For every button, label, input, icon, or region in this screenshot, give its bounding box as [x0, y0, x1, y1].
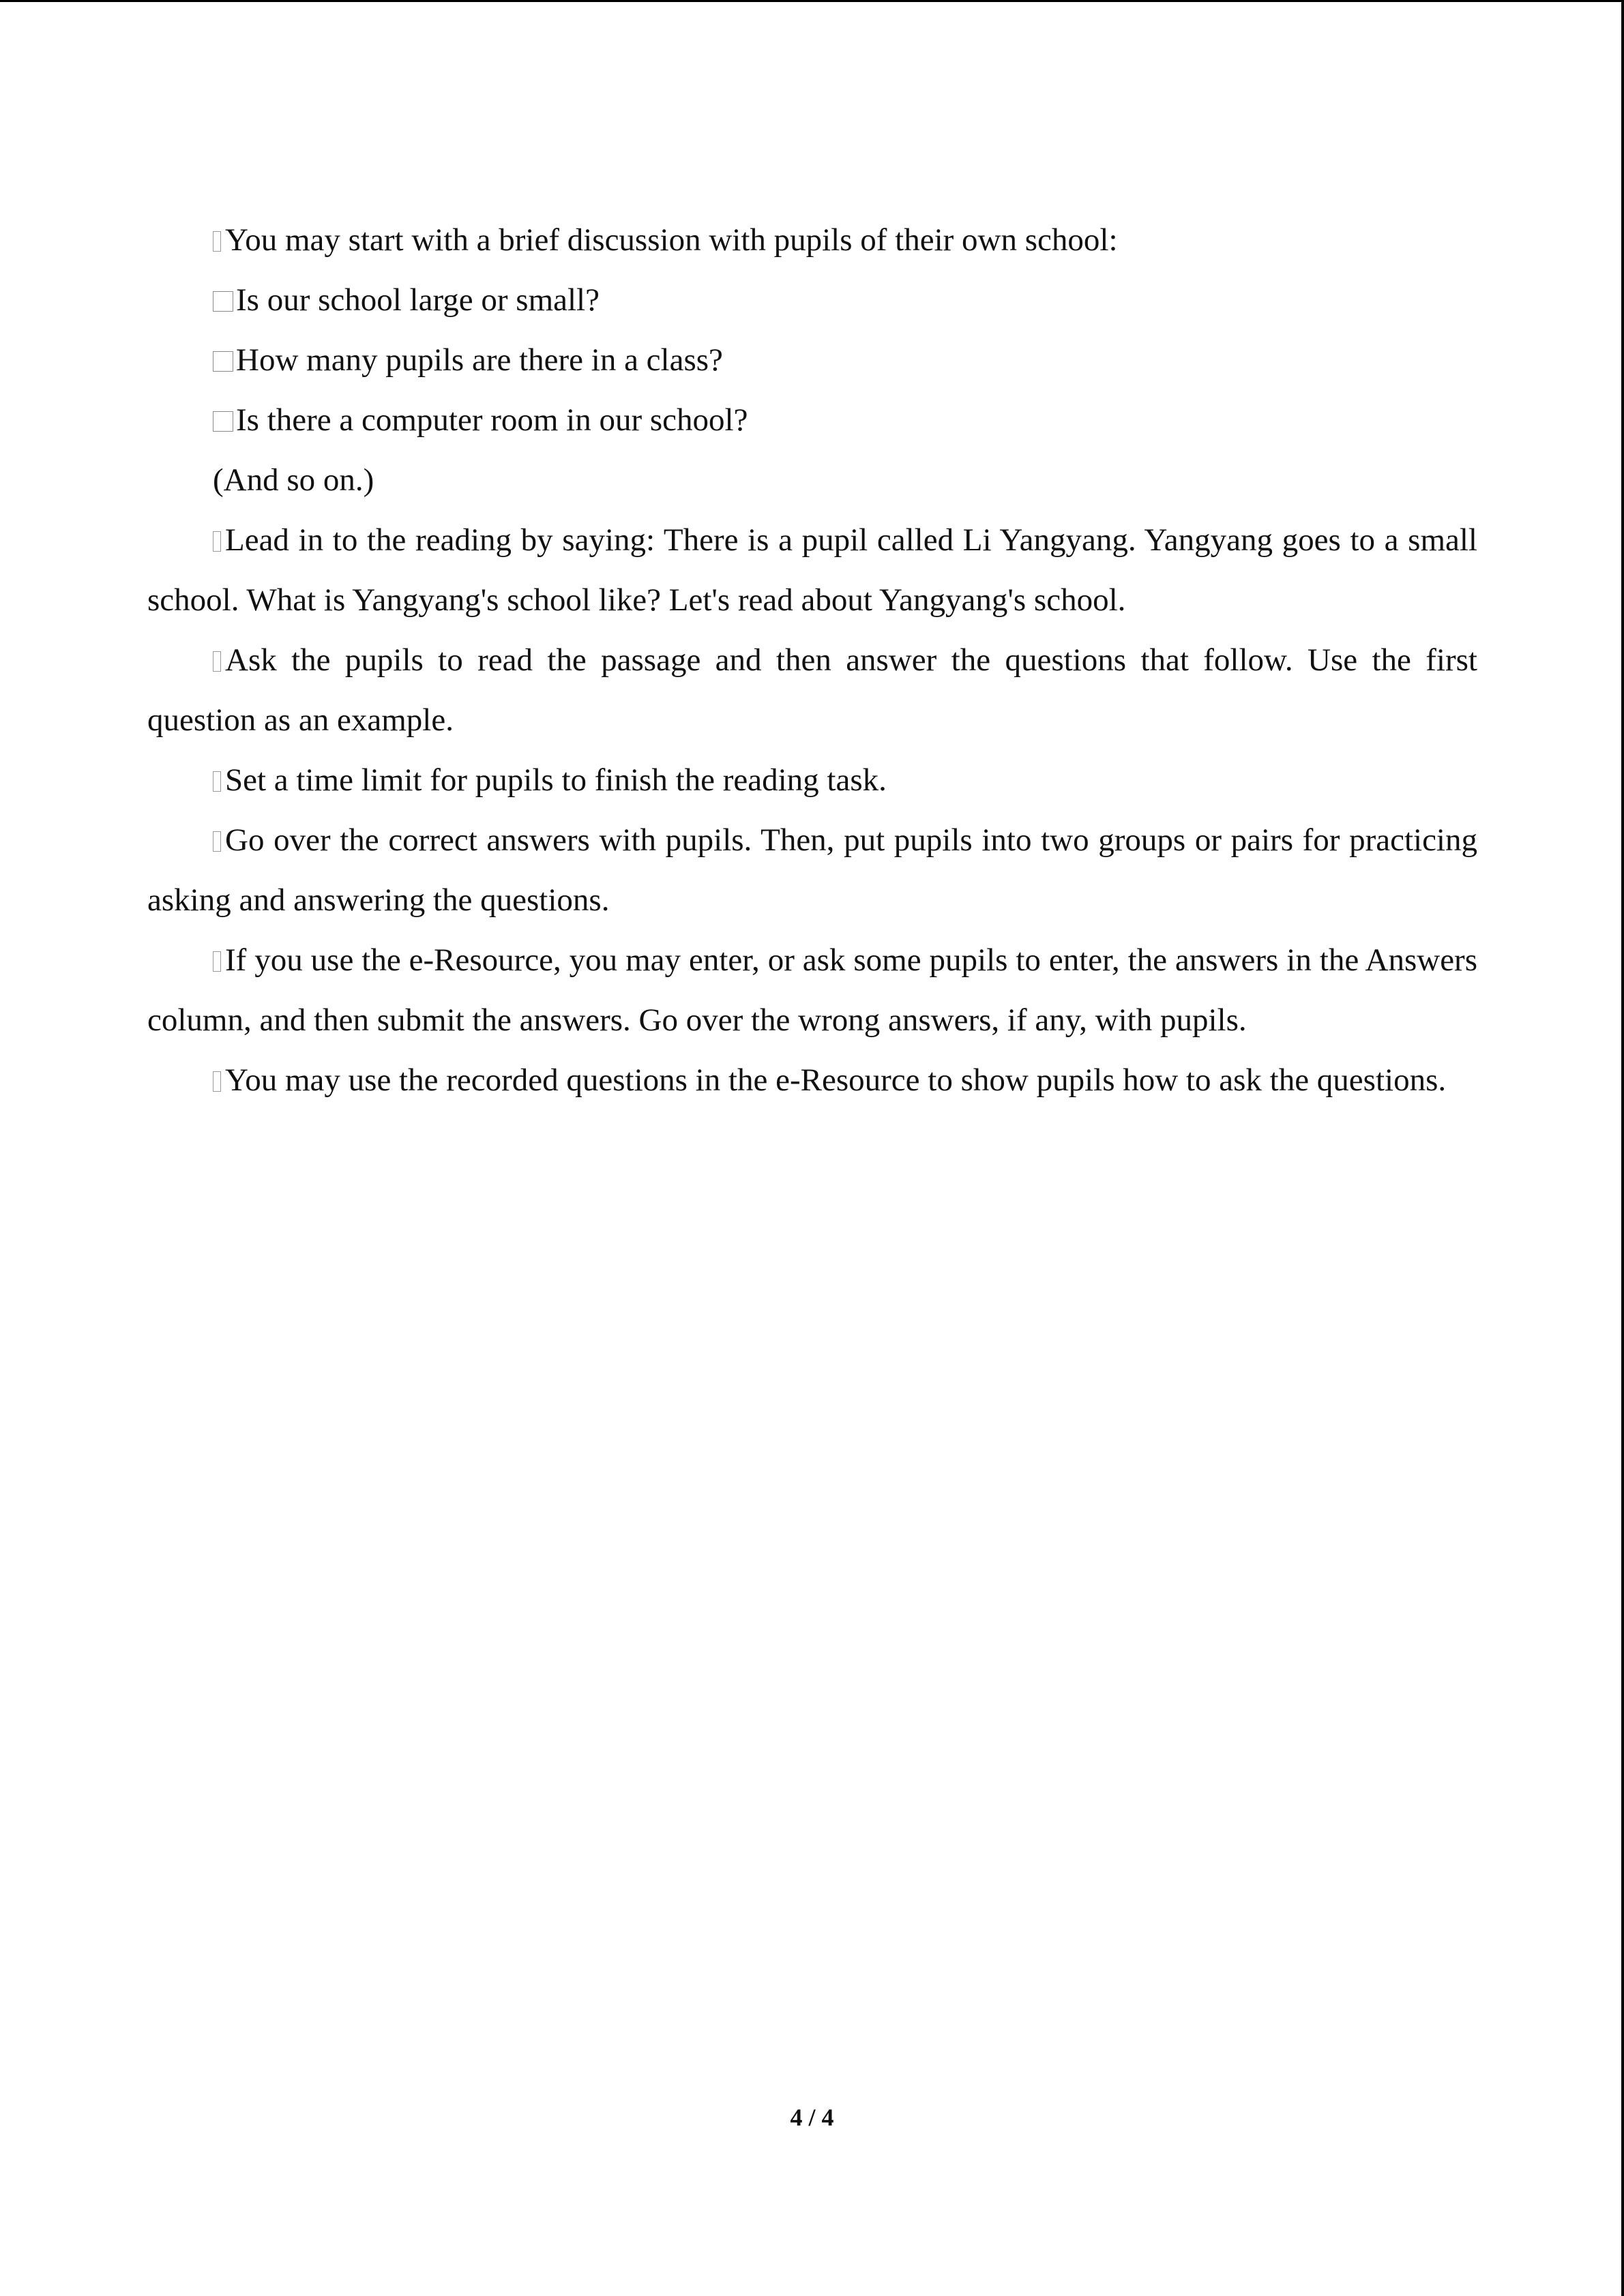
paragraph-text: Set a time limit for pupils to finish the reading task. [225, 762, 887, 798]
paragraph-text: (And so on.) [213, 462, 374, 498]
question-item [147, 330, 1477, 390]
checkbox-icon [213, 291, 233, 312]
question-text: How many pupils are there in a class? [236, 342, 723, 378]
question-text: Is there a computer room in our school? [236, 402, 748, 438]
bullet-marker-icon [213, 1071, 221, 1092]
paragraph-time-limit [147, 750, 1477, 810]
bullet-marker-icon [213, 651, 221, 672]
paragraph-e-resource [147, 930, 1477, 1050]
paragraph-text: You may use the recorded questions in the e-Resource to show pupils how to ask the questions. [225, 1062, 1447, 1098]
paragraph-lead-in [147, 510, 1477, 630]
question-item [147, 270, 1477, 330]
paragraph-text: Ask the pupils to read the passage and then answer the questions that follow. Use the first question as an example. [147, 642, 1477, 738]
paragraph-go-over-answers [147, 810, 1477, 930]
question-item [147, 390, 1477, 450]
paragraph-and-so-on [147, 450, 1477, 510]
paragraph-text: If you use the e-Resource, you may enter, or ask some pupils to enter, the answers in the Answers column, and then submit the answers. Go over the wrong answers, if any, with pupils. [147, 942, 1477, 1038]
bullet-marker-icon [213, 831, 221, 852]
bullet-marker-icon [213, 951, 221, 972]
bullet-marker-icon [213, 231, 221, 252]
paragraph-recorded-questions [147, 1050, 1477, 1110]
bullet-marker-icon [213, 771, 221, 792]
paragraph-read-passage [147, 630, 1477, 750]
document-body [147, 210, 1477, 1110]
checkbox-icon [213, 351, 233, 372]
question-text: Is our school large or small? [236, 282, 600, 318]
checkbox-icon [213, 411, 233, 432]
paragraph-intro [147, 210, 1477, 270]
bullet-marker-icon [213, 531, 221, 552]
paragraph-text: Lead in to the reading by saying: There is a pupil called Li Yangyang. Yangyang goes to a small school. What is Yangyang's school like? Let's read about Yangyang's school. [147, 522, 1477, 618]
paragraph-text: Go over the correct answers with pupils. Then, put pupils into two groups or pairs for practicing asking and answering the questions. [147, 822, 1477, 918]
paragraph-text: You may start with a brief discussion with pupils of their own school: [225, 222, 1118, 258]
page-number: 4 / 4 [790, 2104, 834, 2131]
